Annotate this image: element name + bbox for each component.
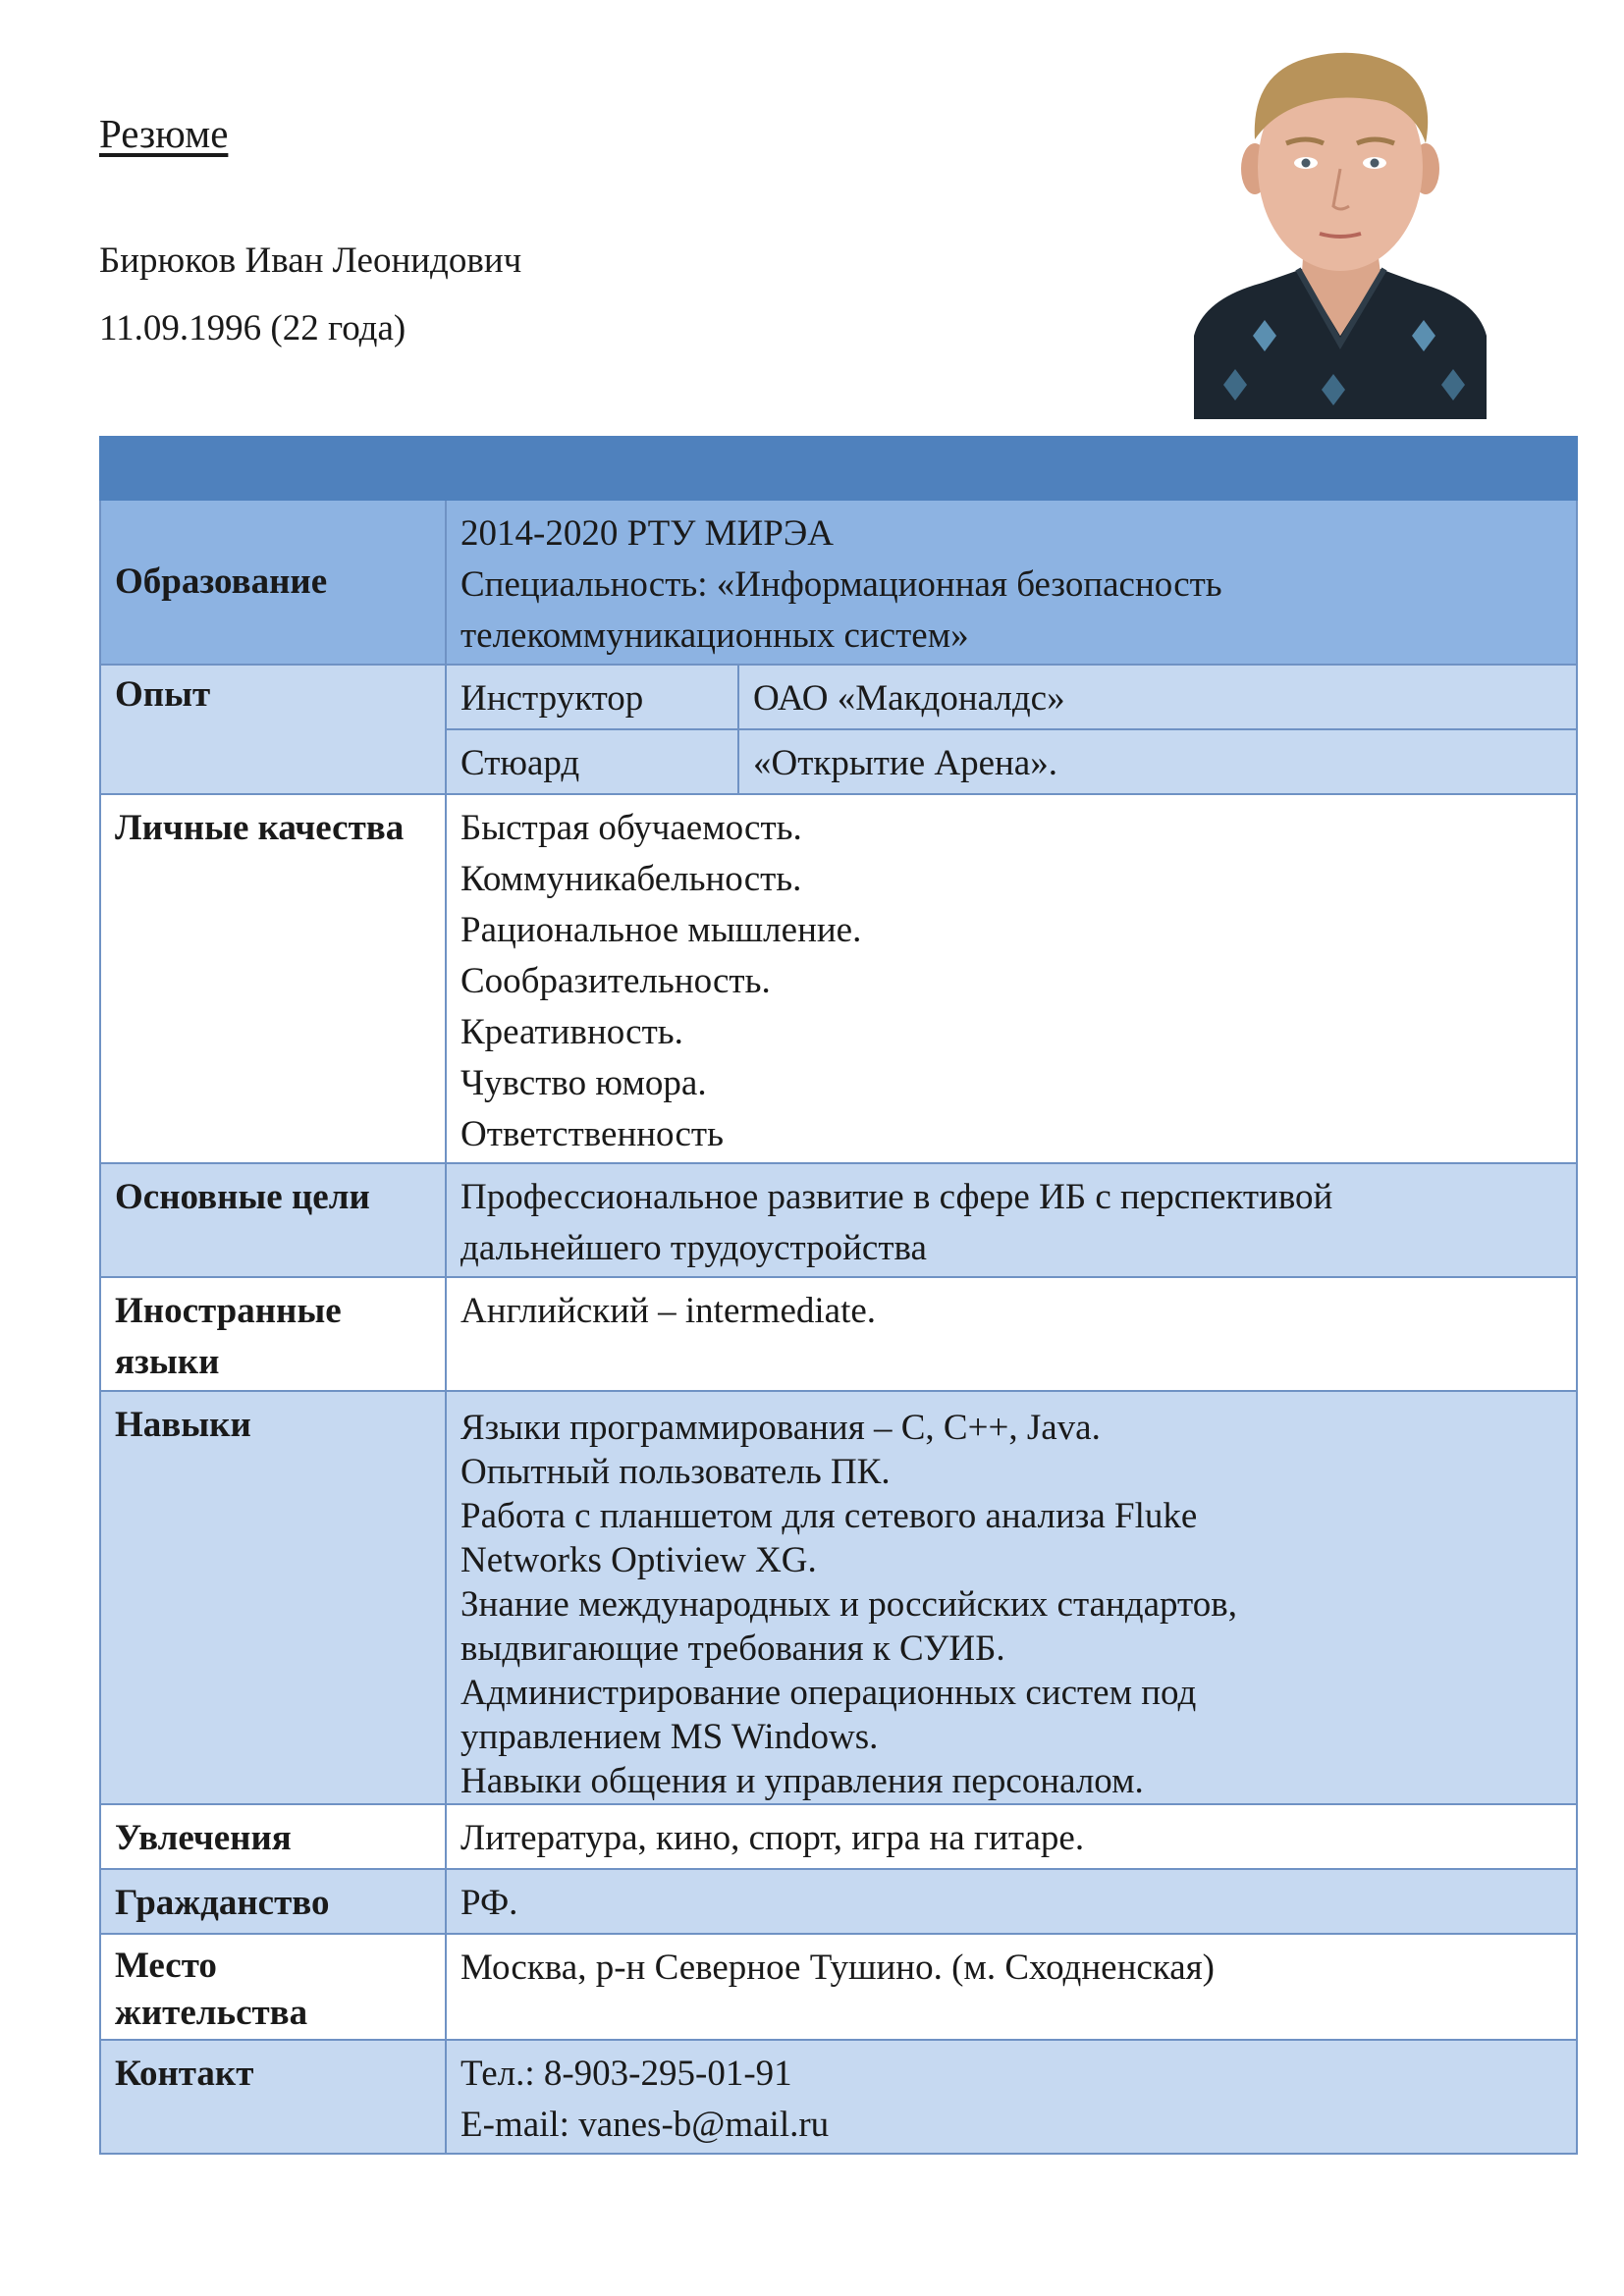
hobbies-label: Увлечения xyxy=(100,1804,446,1869)
citizenship-row xyxy=(100,1869,1577,1934)
skill-item: Опытный пользователь ПК. xyxy=(460,1452,891,1492)
goals-line: дальнейшего трудоустройства xyxy=(460,1228,927,1268)
experience-row xyxy=(100,665,1577,729)
contact-row xyxy=(100,2040,1577,2154)
birth-date: 11.09.1996 (22 года) xyxy=(99,308,406,348)
experience-position: Инструктор xyxy=(446,665,738,729)
personal-qualities-value xyxy=(446,794,1577,1163)
languages-label-line: языки xyxy=(115,1342,220,1382)
citizenship-label: Гражданство xyxy=(100,1869,446,1934)
quality-item: Креативность. xyxy=(460,1012,683,1052)
residence-value: Москва, р-н Северное Тушино. (м. Сходненская) xyxy=(446,1934,1577,2040)
table-header-row xyxy=(100,437,1577,500)
quality-item: Быстрая обучаемость. xyxy=(460,808,802,848)
residence-label xyxy=(100,1934,446,2040)
personal-qualities-row xyxy=(100,794,1577,1163)
citizenship-value: РФ. xyxy=(446,1869,1577,1934)
experience-position: Стюард xyxy=(446,729,738,794)
languages-label xyxy=(100,1277,446,1391)
residence-row xyxy=(100,1934,1577,2040)
header-cell-right xyxy=(446,437,1577,500)
hobbies-row xyxy=(100,1804,1577,1869)
languages-label-line: Иностранные xyxy=(115,1291,342,1331)
contact-label: Контакт xyxy=(100,2040,446,2154)
full-name: Бирюков Иван Леонидович xyxy=(99,240,522,281)
quality-item: Чувство юмора. xyxy=(460,1063,707,1103)
education-value xyxy=(446,500,1577,665)
skill-item: Языки программирования – C, C++, Java. xyxy=(460,1408,1101,1448)
skill-item: Знание международных и российских стандартов, xyxy=(460,1584,1237,1625)
residence-label-line: Место xyxy=(115,1946,217,1986)
quality-item: Коммуникабельность. xyxy=(460,859,802,899)
skills-row xyxy=(100,1391,1577,1804)
skill-item: управлением MS Windows. xyxy=(460,1717,879,1757)
skill-item: Networks Optiview XG. xyxy=(460,1540,817,1580)
header-cell-left xyxy=(100,437,446,500)
goals-line: Профессиональное развитие в сфере ИБ с перспективой xyxy=(460,1177,1333,1217)
education-line: Специальность: «Информационная безопасность xyxy=(460,564,1222,605)
skill-item: Работа с планшетом для сетевого анализа Fluke xyxy=(460,1496,1198,1536)
education-row xyxy=(100,500,1577,665)
quality-item: Рациональное мышление. xyxy=(460,910,862,950)
quality-item: Сообразительность. xyxy=(460,961,771,1001)
experience-label: Опыт xyxy=(100,665,446,794)
skill-item: Администрирование операционных систем под xyxy=(460,1673,1197,1713)
goals-value xyxy=(446,1163,1577,1277)
goals-label: Основные цели xyxy=(100,1163,446,1277)
education-line: 2014-2020 РТУ МИРЭА xyxy=(460,513,834,554)
profile-photo xyxy=(1194,41,1487,419)
skill-item: выдвигающие требования к СУИБ. xyxy=(460,1629,1005,1669)
residence-label-line: жительства xyxy=(115,1993,308,2033)
resume-table xyxy=(99,436,1578,2155)
contact-phone: Тел.: 8-903-295-01-91 xyxy=(460,2054,792,2094)
contact-value xyxy=(446,2040,1577,2154)
contact-email: E-mail: vanes-b@mail.ru xyxy=(460,2105,830,2145)
education-line: телекоммуникационных систем» xyxy=(460,615,969,656)
languages-row xyxy=(100,1277,1577,1391)
skill-item: Навыки общения и управления персоналом. xyxy=(460,1761,1144,1801)
experience-company: ОАО «Макдоналдс» xyxy=(738,665,1577,729)
personal-qualities-label: Личные качества xyxy=(100,794,446,1163)
experience-company: «Открытие Арена». xyxy=(738,729,1577,794)
goals-row xyxy=(100,1163,1577,1277)
skills-label: Навыки xyxy=(100,1391,446,1804)
quality-item: Ответственность xyxy=(460,1114,724,1154)
hobbies-value: Литература, кино, спорт, игра на гитаре. xyxy=(446,1804,1577,1869)
page-title: Резюме xyxy=(99,111,229,156)
education-label: Образование xyxy=(100,500,446,665)
person-portrait-icon xyxy=(1194,41,1487,419)
skills-value xyxy=(446,1391,1577,1804)
languages-value: Английский – intermediate. xyxy=(446,1277,1577,1391)
